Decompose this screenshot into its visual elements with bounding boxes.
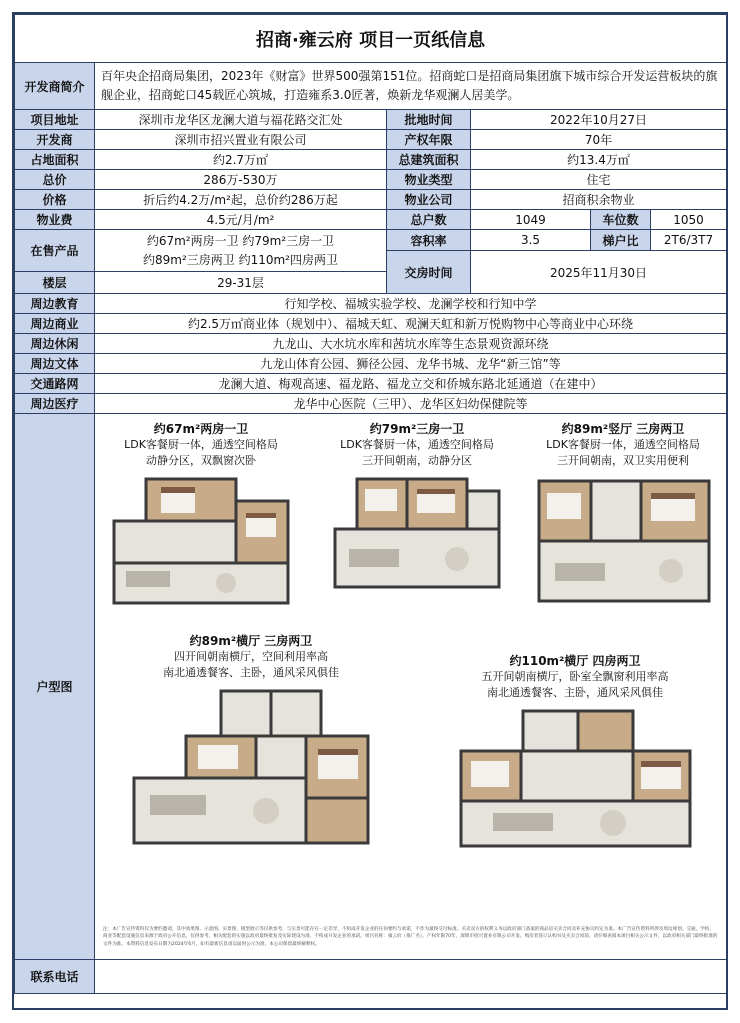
plan-desc-1: LDK客餐厨一体，通透空间格局 xyxy=(546,438,700,451)
floorplan-89-horizontal-drawing xyxy=(126,683,376,853)
label-elevator: 梯户比 xyxy=(591,230,651,251)
label-products: 在售产品 xyxy=(15,230,95,272)
plan-title: 约89m²横厅 三房两卫 xyxy=(189,634,313,648)
label-culture: 周边文体 xyxy=(15,354,95,374)
label-approval: 批地时间 xyxy=(387,110,471,130)
label-education: 周边教育 xyxy=(15,294,95,314)
value-prop-type: 住宅 xyxy=(471,170,727,190)
label-delivery: 交房时间 xyxy=(387,251,471,294)
floorplans-area xyxy=(95,414,726,954)
value-far: 3.5 xyxy=(471,230,591,251)
value-delivery: 2025年11月30日 xyxy=(471,251,727,294)
floorplan-110 xyxy=(425,652,725,853)
label-contact: 联系电话 xyxy=(15,960,95,994)
value-contact xyxy=(95,960,727,994)
plan-desc-2: 南北通透餐客、主卧，通风采风俱佳 xyxy=(163,666,339,679)
value-leisure: 九龙山、大水坑水库和茜坑水库等生态景观资源环绕 xyxy=(95,334,727,354)
value-address: 深圳市龙华区龙澜大道与福花路交汇处 xyxy=(95,110,387,130)
plan-desc-1: LDK客餐厨一体，通透空间格局 xyxy=(340,438,494,451)
value-prop-co: 招商积余物业 xyxy=(471,190,727,210)
value-transport: 龙澜大道、梅观高速、福龙路、福龙立交和侨城东路北延通道（在建中） xyxy=(95,374,727,394)
value-parking: 1050 xyxy=(651,210,727,230)
floorplan-79-drawing xyxy=(327,471,507,596)
developer-intro-text: 百年央企招商局集团，2023年《财富》世界500强第151位。招商蛇口是招商局集团旗下城市综合开发运营板块的旗舰企业，招商蛇口45载匠心筑城，打造雍系3.0匠著，焕新龙华观澜人居美学。 xyxy=(95,63,727,110)
plan-desc-2: 三开间朝南，动静分区 xyxy=(362,454,472,467)
label-far: 容积率 xyxy=(387,230,471,251)
label-address: 项目地址 xyxy=(15,110,95,130)
label-price: 价格 xyxy=(15,190,95,210)
value-fee: 4.5元/月/m² xyxy=(95,210,387,230)
label-land: 占地面积 xyxy=(15,150,95,170)
value-elevator: 2T6/3T7 xyxy=(651,230,727,251)
value-approval: 2022年10月27日 xyxy=(471,110,727,130)
plan-title: 约79m²三房一卫 xyxy=(369,422,465,436)
page-title: 招商·雍云府 项目一页纸信息 xyxy=(15,15,727,63)
floorplans-cell xyxy=(95,414,727,960)
value-total-price: 286万-530万 xyxy=(95,170,387,190)
label-leisure: 周边休闲 xyxy=(15,334,95,354)
plan-desc-2: 动静分区，双飘窗次卧 xyxy=(146,454,256,467)
label-prop-co: 物业公司 xyxy=(387,190,471,210)
disclaimer-text: 注：本广告宣传资料仅为要约邀请，其中效果图、示意图、实景图、模型展示等仅供参考，与实景可能存在一定差异，不构成开发企业的任何要约与承诺，不作为最终交付标准。买卖双方的权利义务以政府部门备案的商品房买卖合同及补充协议约定为准。本广告宣传资料所涉及周边规划、交通、学校、商业等配套设施信息来源于政府公开信息，仅供参考，相关配套的实施以政府最终批复及实际建设为准，不构成开发企业的承诺。项目名称：雍云府（推广名），产权年限70年，深圳市招兴置业有限公司开发。购房者签订认购书及买卖合同前，请仔细查阅本项目相关公示文件，以政府相关部门最终批准的文件为准。本资料信息发布日期为2024年6月，如有最新信息请以届时公示为准，本公司保留最终解释权。 xyxy=(103,926,718,947)
label-floors: 楼层 xyxy=(15,272,95,294)
products-line-1: 约67m²两房一卫 约79m²三房一卫 xyxy=(146,233,335,248)
value-land: 约2.7万㎡ xyxy=(95,150,387,170)
value-commerce: 约2.5万㎡商业体（规划中）、福城天虹、观澜天虹和新万悦购物中心等商业中心环绕 xyxy=(95,314,727,334)
value-developer: 深圳市招兴置业有限公司 xyxy=(95,130,387,150)
label-parking: 车位数 xyxy=(591,210,651,230)
plan-desc-1: 五开间朝南横厅，卧室全飘窗利用率高 xyxy=(481,670,669,683)
floorplan-89-horizontal xyxy=(101,632,401,853)
label-developer-intro: 开发商简介 xyxy=(15,63,95,110)
floorplan-89-vertical xyxy=(523,420,723,611)
label-developer: 开发商 xyxy=(15,130,95,150)
value-education: 行知学校、福城实验学校、龙澜学校和行知中学 xyxy=(95,294,727,314)
label-term: 产权年限 xyxy=(387,130,471,150)
value-gfa: 约13.4万㎡ xyxy=(471,150,727,170)
info-table xyxy=(14,14,727,994)
plan-desc-2: 南北通透餐客、主卧，通风采风俱佳 xyxy=(487,686,663,699)
value-households: 1049 xyxy=(471,210,591,230)
label-prop-type: 物业类型 xyxy=(387,170,471,190)
plan-desc-1: 四开间朝南横厅，空间利用率高 xyxy=(174,650,328,663)
value-culture: 九龙山体育公园、狮径公园、龙华书城、龙华“新三馆”等 xyxy=(95,354,727,374)
value-floors: 29-31层 xyxy=(95,272,387,294)
value-products xyxy=(95,230,387,272)
value-price: 折后约4.2万/m²起，总价约286万起 xyxy=(95,190,387,210)
plan-title: 约67m²两房一卫 xyxy=(153,422,249,436)
label-transport: 交通路网 xyxy=(15,374,95,394)
label-total-price: 总价 xyxy=(15,170,95,190)
label-fee: 物业费 xyxy=(15,210,95,230)
floorplan-110-drawing xyxy=(453,703,698,853)
value-term: 70年 xyxy=(471,130,727,150)
floorplan-89-vertical-drawing xyxy=(531,471,716,611)
value-medical: 龙华中心医院（三甲）、龙华区妇幼保健院等 xyxy=(95,394,727,414)
label-floorplans: 户型图 xyxy=(15,414,95,960)
plan-title: 约89m²竖厅 三房两卫 xyxy=(561,422,685,436)
label-commerce: 周边商业 xyxy=(15,314,95,334)
plan-desc-1: LDK客餐厨一体，通透空间格局 xyxy=(124,438,278,451)
label-gfa: 总建筑面积 xyxy=(387,150,471,170)
info-sheet xyxy=(12,12,728,1010)
floorplan-79 xyxy=(317,420,517,596)
floorplan-67-drawing xyxy=(106,471,296,611)
plan-desc-2: 三开间朝南，双卫实用便利 xyxy=(557,454,689,467)
floorplan-67 xyxy=(101,420,301,611)
label-households: 总户数 xyxy=(387,210,471,230)
products-line-2: 约89m²三房两卫 约110m²四房两卫 xyxy=(143,252,338,267)
label-medical: 周边医疗 xyxy=(15,394,95,414)
plan-title: 约110m²横厅 四房两卫 xyxy=(509,654,641,668)
